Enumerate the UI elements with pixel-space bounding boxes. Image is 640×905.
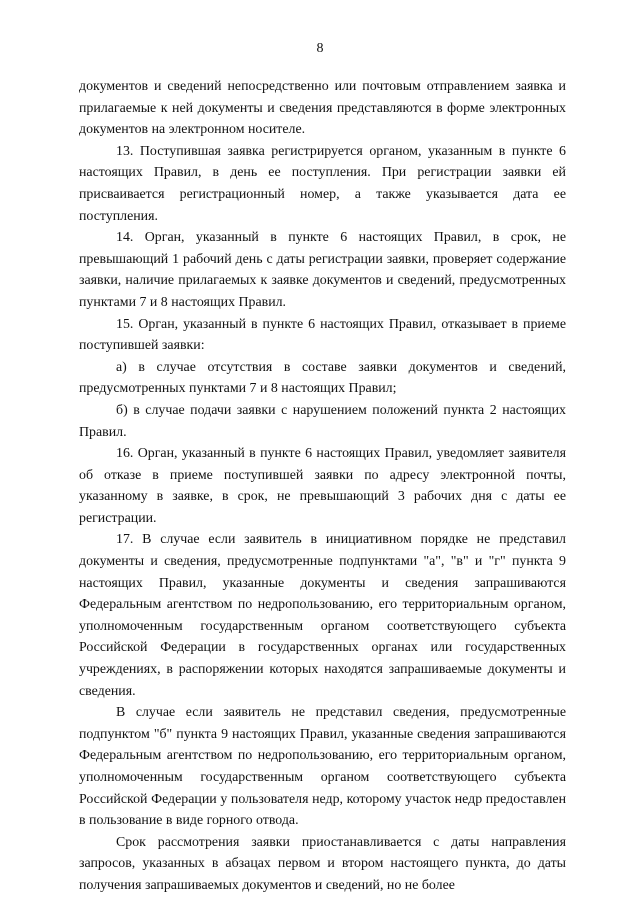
paragraph-17-third: Срок рассмотрения заявки приостанавливается с даты направления запросов, указанных в абзацах первом и втором настоящего пункта, до даты получения запрашиваемых документов и сведений, но не более	[79, 834, 566, 893]
page-number: 8	[316, 41, 324, 56]
paragraph-16: 16. Орган, указанный в пункте 6 настоящих Правил, уведомляет заявителя об отказе в приеме поступившей заявки по адресу электронной почты, указанному в заявке, в срок, не превышающий 3 рабочих дня с даты ее регистрации.	[79, 446, 566, 526]
paragraph-13: 13. Поступившая заявка регистрируется органом, указанным в пункте 6 настоящих Правил, в день ее поступления. При регистрации заявки ей присваивается регистрационный номер, а также указывается дата ее поступления.	[79, 143, 566, 224]
paragraph-15-b: б) в случае подачи заявки с нарушением положений пункта 2 настоящих Правил.	[79, 402, 566, 440]
paragraph-15-a: а) в случае отсутствия в составе заявки документов и сведений, предусмотренных пунктами 7 и 8 настоящих Правил;	[79, 359, 566, 397]
paragraph-15: 15. Орган, указанный в пункте 6 настоящих Правил, отказывает в приеме поступившей заявки:	[79, 316, 566, 354]
document-body	[79, 76, 566, 897]
paragraph-14: 14. Орган, указанный в пункте 6 настоящих Правил, в срок, не превышающий 1 рабочий день с даты регистрации заявки, проверяет содержание заявки, наличие прилагаемых к заявке документов и сведений, предусмотренных пунктами 7 и 8 настоящих Правил.	[79, 230, 566, 310]
paragraph-17: 17. В случае если заявитель в инициативном порядке не представил документы и сведения, предусмотренные подпунктами "а", "в" и "г" пункта 9 настоящих Правил, указанные документы и сведения запрашиваются Федеральным агентством по недропользованию, его территориальным органом, уполномоченным государственным органом соответствующего субъекта Российской Федерации в государственных органах или государственных учреждениях, в распоряжении которых находятся запрашиваемые документы и сведения.	[79, 532, 566, 699]
paragraph-17-second: В случае если заявитель не представил сведения, предусмотренные подпунктом "б" пункта 9 настоящих Правил, указанные сведения запрашиваются Федеральным агентством по недропользованию, его территориальным органом, уполномоченным государственным органом соответствующего субъекта Российской Федерации у пользователя недр, которому участок недр предоставлен в пользование в виде горного отвода.	[79, 705, 566, 829]
paragraph-continuation: документов и сведений непосредственно или почтовым отправлением заявка и прилагаемые к ней документы и сведения представляются в форме электронных документов на электронном носителе.	[79, 79, 566, 138]
